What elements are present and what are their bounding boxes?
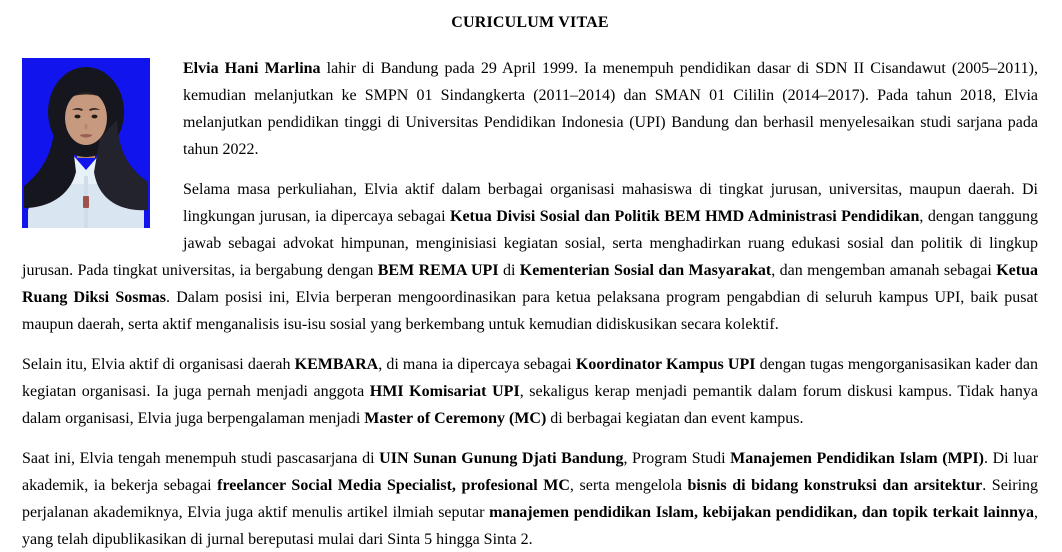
text-segment: UIN Sunan Gunung Djati Bandung (379, 450, 624, 467)
text-segment: Selama masa perkuliahan, Elvia aktif dalam berbagai organisasi mahasiswa di tingkat jurusan, universitas, maupun daerah. Di lingkungan jurusan, ia dipercaya sebagai (183, 181, 1038, 225)
eye-left (75, 115, 81, 119)
text-segment: KEMBARA (294, 356, 379, 373)
text-segment: Master of Ceremony (MC) (364, 410, 547, 427)
text-segment: . Seiring perjalanan akademiknya, Elvia juga aktif menulis artikel ilmiah seputar (22, 477, 1039, 521)
text-segment: Selain itu, Elvia aktif di organisasi daerah (22, 356, 295, 373)
text-segment: Ketua Ruang Diksi Sosmas (22, 262, 1039, 306)
text-segment: lahir di Bandung pada 29 April 1999. Ia menempuh pendidikan dasar di SDN II Cisandawut (2005–2011), kemudian melanjutkan ke SMPN 01 Sindangkerta (2011–2014) dan SMAN 01 Cililin (2014–2017). Pada tahun 2018, Elvia melanjutkan pendidikan tinggi di Universitas Pendidikan Indonesia (UPI) Bandung dan berhasil menyelesaikan studi sarjana pada tahun 2022. (183, 60, 1038, 158)
shirt-button (83, 196, 89, 208)
text-segment: BEM REMA UPI (377, 262, 499, 279)
eye-right (92, 115, 98, 119)
text-segment: , di mana ia dipercaya sebagai (378, 356, 576, 373)
text-segment: Kementerian Sosial dan Masyarakat (519, 262, 772, 279)
text-segment: Saat ini, Elvia tengah menempuh studi pascasarjana di (22, 450, 380, 467)
text-segment: freelancer Social Media Specialist, profesional MC (217, 477, 570, 494)
text-segment: , dan mengemban amanah sebagai (771, 262, 997, 279)
text-segment: , sekaligus kerap menjadi pemantik dalam forum diskusi kampus. Tidak hanya dalam organisasi, Elvia juga berpengalaman menjadi (22, 383, 1038, 427)
text-segment: Elvia Hani Marlina (183, 60, 321, 77)
text-segment: di berbagai kegiatan dan event kampus. (546, 410, 804, 427)
text-segment: HMI Komisariat UPI (369, 383, 520, 400)
profile-photo-illustration (22, 58, 150, 228)
text-segment: , yang telah dipublikasikan di jurnal bereputasi mulai dari Sinta 5 hingga Sinta 2. (22, 504, 1039, 548)
text-segment: , serta mengelola (569, 477, 688, 494)
document-title: CURICULUM VITAE (451, 14, 609, 31)
text-segment: . Dalam posisi ini, Elvia berperan mengoordinasikan para ketua pelaksana program pengabdian di seluruh kampus UPI, baik pusat maupun daerah, serta aktif menganalisis isu-isu sosial yang berkembang untuk kemudian didiskusikan secara kolektif. (22, 289, 1039, 333)
paragraph-3 (22, 351, 1038, 432)
text-segment: . Di luar akademik, ia bekerja sebagai (22, 450, 1039, 494)
paragraph-2 (22, 176, 1038, 338)
text-segment: Ketua Divisi Sosial dan Politik BEM HMD Administrasi Pendidikan (450, 208, 920, 225)
text-segment: di (498, 262, 520, 279)
profile-photo (22, 58, 150, 228)
text-segment: Manajemen Pendidikan Islam (MPI) (730, 450, 984, 467)
paragraph-1 (22, 55, 1038, 163)
text-segment: dengan tugas mengorganisasikan kader dan kegiatan organisasi. Ia juga pernah menjadi anggota (22, 356, 1039, 400)
paragraph-4 (22, 445, 1038, 552)
cv-body (22, 55, 1038, 552)
text-segment: , dengan tanggung jawab sebagai advokat himpunan, menginisiasi kegiatan sosial, serta menghadirkan ruang edukasi sosial dan politik di lingkup jurusan. Pada tingkat universitas, ia bergabung dengan (22, 208, 1039, 279)
text-segment: manajemen pendidikan Islam, kebijakan pendidikan, dan topik terkait lainnya (489, 504, 1035, 521)
text-segment: , Program Studi (623, 450, 731, 467)
text-segment: bisnis di bidang konstruksi dan arsitektur (687, 477, 983, 494)
text-segment: Koordinator Kampus UPI (575, 356, 756, 373)
